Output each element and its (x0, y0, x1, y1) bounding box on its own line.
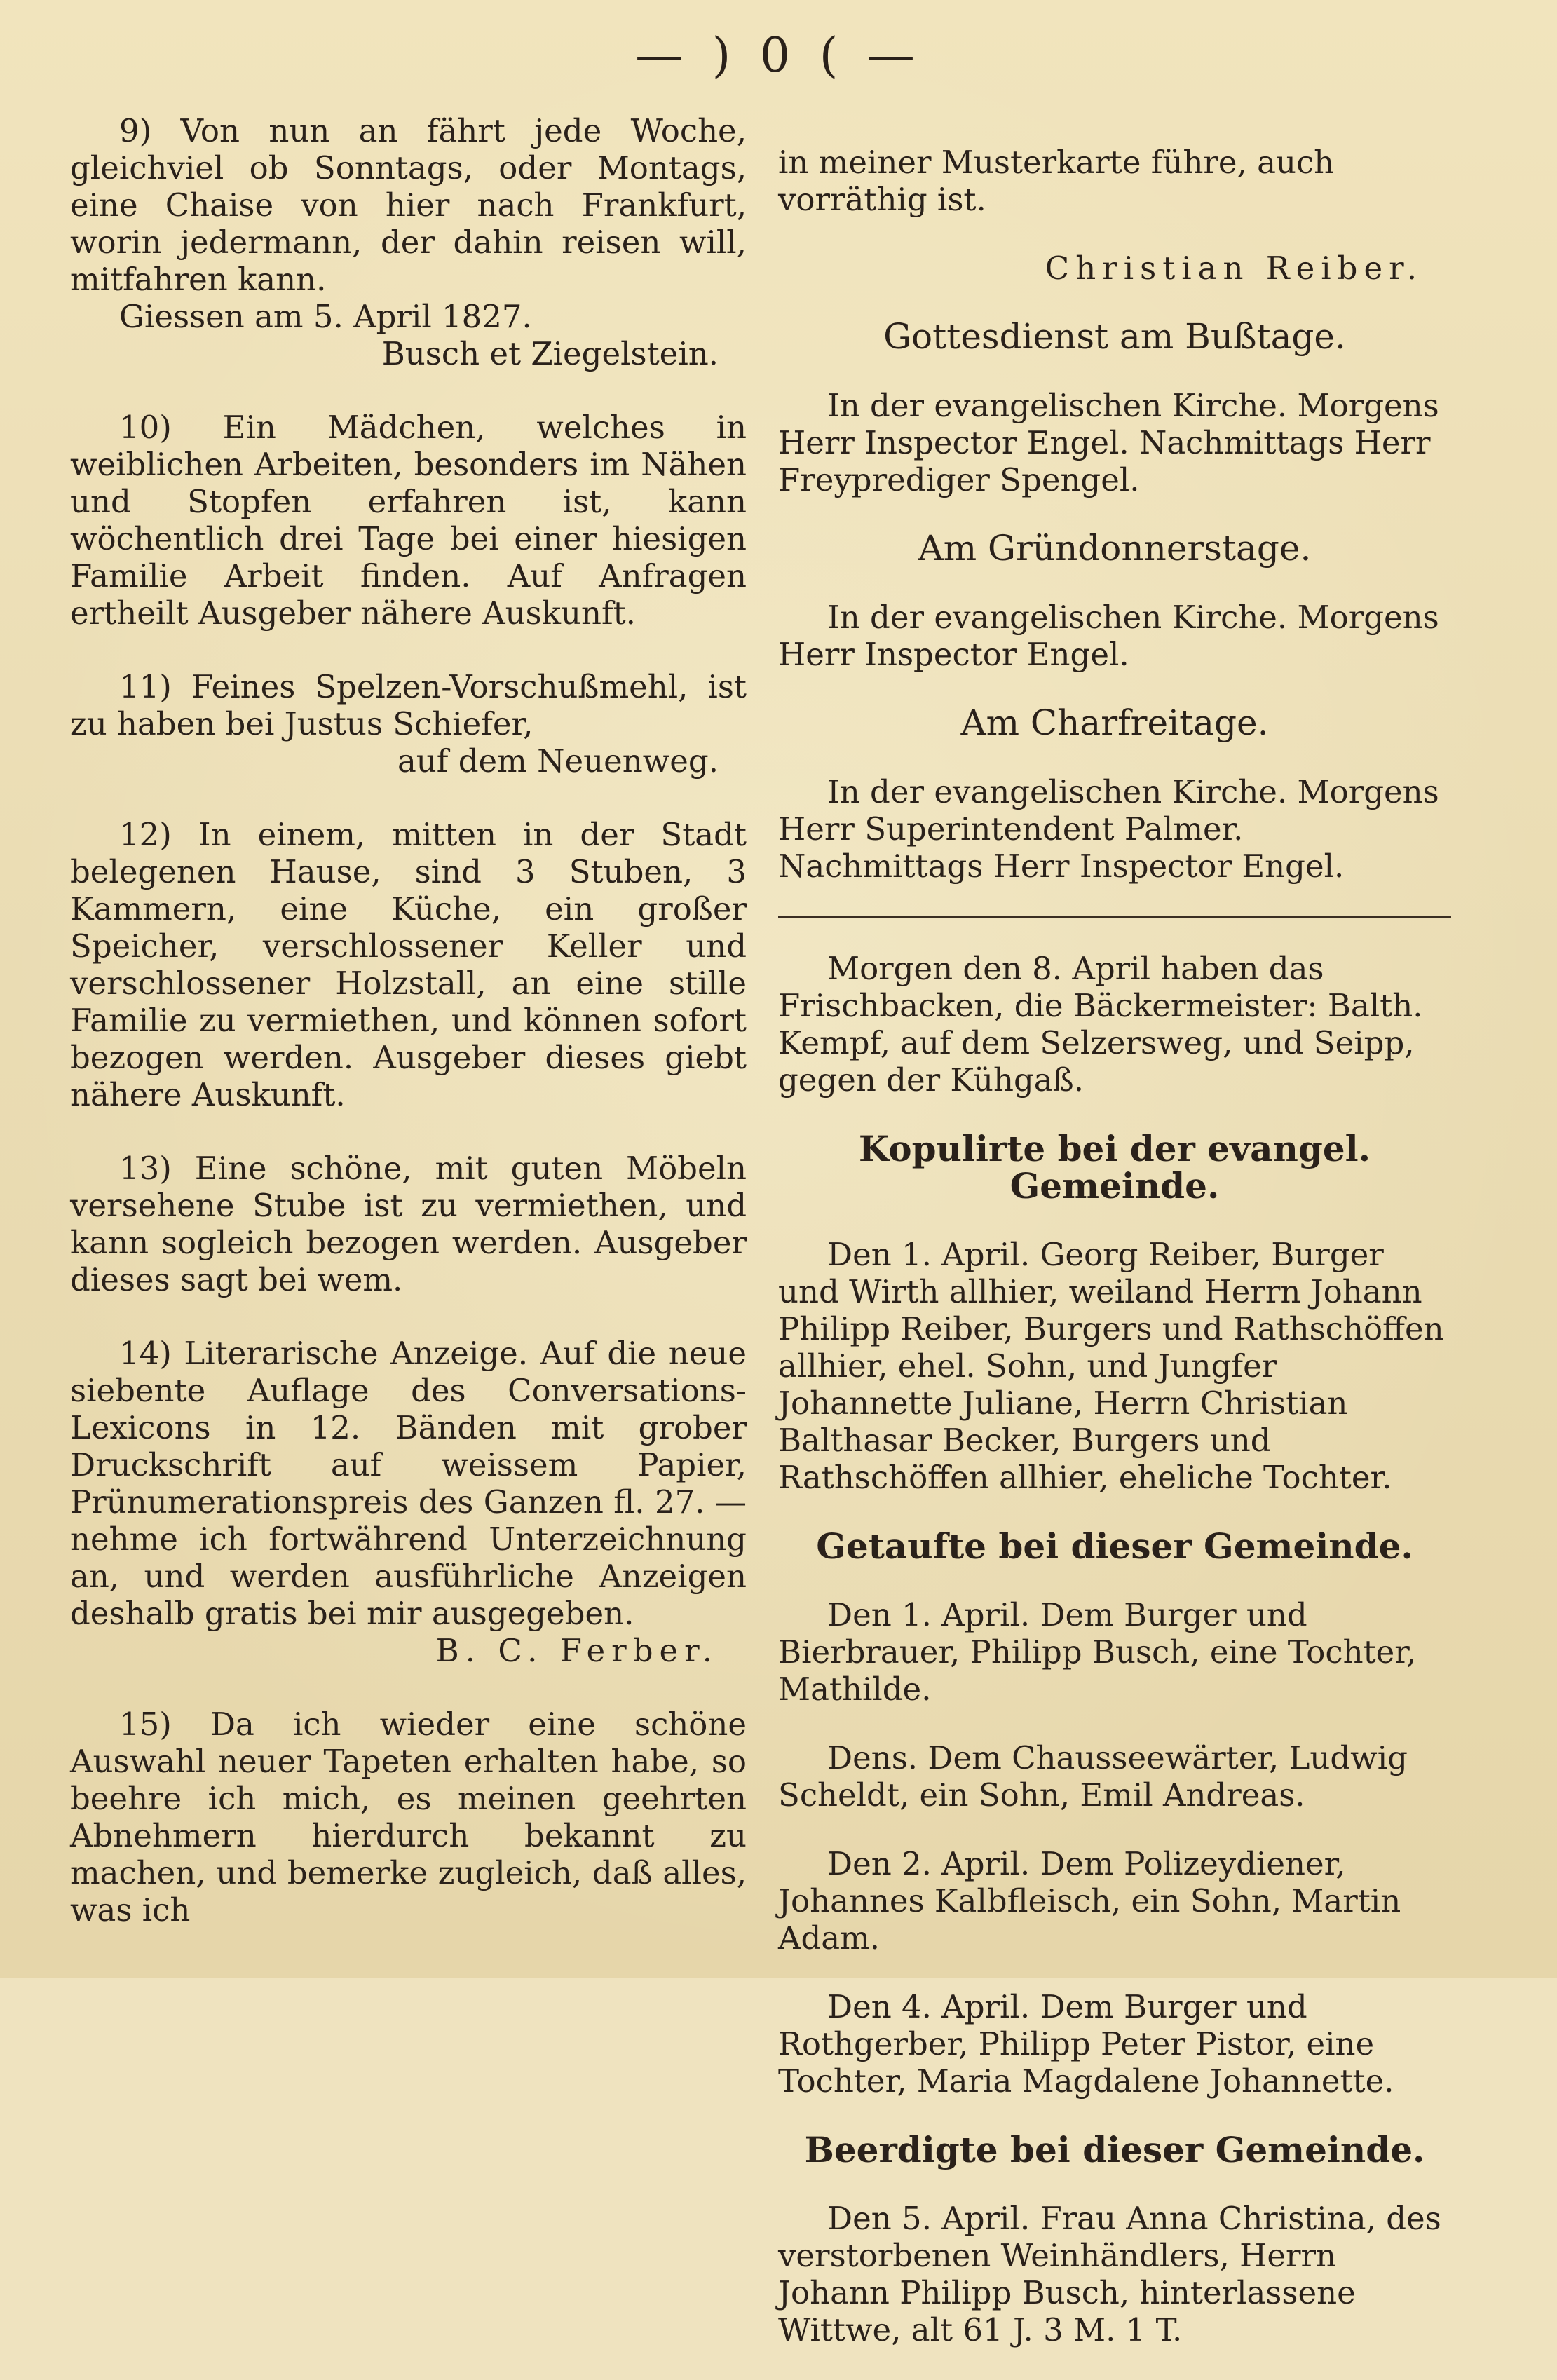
married-section (778, 1130, 1451, 1496)
announcement-12 (70, 816, 747, 1113)
announcement-signature: B. C. Ferber. (435, 1632, 719, 1669)
record-entry: Den 1. April. Dem Burger und Bierbrauer, Philipp Busch, eine Tochter, Mathilde. (778, 1596, 1417, 1708)
announcement-signature: auf dem Neuenweg. (397, 742, 719, 780)
announcement-text: 12) In einem, mitten in der Stadt belegenen Hause, sind 3 Stuben, 3 Kammern, eine Küche, ein großer Speicher, verschlossener Keller und verschlossener Holzstall, an eine stille Familie zu vermiethen, und können sofort bezogen werden. Ausgeber dieses giebt nähere Auskunft. (70, 816, 747, 1113)
announcement-14 (70, 1335, 747, 1669)
service-heading: Am Charfreitage. (960, 702, 1269, 743)
left-column (70, 112, 747, 1965)
church-services (778, 318, 1451, 885)
announcement-10 (70, 409, 747, 632)
record-entry: Den 4. April. Dem Burger und Rothgerber, Philipp Peter Pistor, eine Tochter, Maria Magdalene Johannette. (778, 1988, 1394, 2100)
announcement-15 (70, 1706, 747, 1929)
service-text: In der evangelischen Kirche. Morgens Herr Inspector Engel. Nachmittags Herr Freyprediger Spengel. (778, 387, 1439, 498)
buried-section (778, 2131, 1451, 2348)
announcement-signature: Busch et Ziegelstein. (381, 335, 719, 372)
bakers-text: Morgen den 8. April haben das Frischbacken, die Bäckermeister: Balth. Kempf, auf dem Selzersweg, und Seipp, gegen der Kühgaß. (778, 950, 1423, 1099)
right-column (778, 112, 1451, 2380)
service-text: In der evangelischen Kirche. Morgens Herr Inspector Engel. (778, 599, 1439, 673)
announcement-text: 9) Von nun an fährt jede Woche, gleichviel ob Sonntags, oder Montags, eine Chaise von hier nach Frankfurt, worin jedermann, der dahin reisen will, mitfahren kann. (70, 112, 747, 298)
announcement-text: 13) Eine schöne, mit guten Möbeln versehene Stube ist zu vermiethen, und kann sogleich bezogen werden. Ausgeber dieses sagt bei wem. (70, 1150, 747, 1298)
service-heading: Am Gründonnerstage. (918, 528, 1312, 569)
announcement-9 (70, 112, 747, 372)
announcement-15-continued (778, 144, 1451, 287)
record-entry: Den 5. April. Frau Anna Christina, des verstorbenen Weinhändlers, Herrn Johann Philipp Busch, hinterlassene Wittwe, alt 61 J. 3 M. 1 T. (778, 2200, 1441, 2348)
page-number: — ) 0 ( — (635, 28, 922, 83)
announcement-text: 10) Ein Mädchen, welches in weiblichen Arbeiten, besonders im Nähen und Stopfen erfahren ist, kann wöchentlich drei Tage bei einer hiesigen Familie Arbeit finden. Auf Anfragen ertheilt Ausgeber nähere Auskunft. (70, 409, 747, 632)
service-heading: Gottesdienst am Bußtage. (883, 316, 1346, 357)
announcement-text: 15) Da ich wieder eine schöne Auswahl neuer Tapeten erhalten habe, so beehre ich mich, es meinen geehrten Abnehmern hierdurch bekannt zu machen, und bemerke zugleich, daß alles, was ich (70, 1706, 747, 1929)
announcement-13 (70, 1150, 747, 1298)
record-entry: Dens. Dem Chausseewärter, Ludwig Scheldt, ein Sohn, Emil Andreas. (778, 1739, 1408, 1814)
announcement-text: in meiner Musterkarte führe, auch vorräthig ist. (778, 144, 1335, 218)
announcement-date: Giessen am 5. April 1827. (119, 298, 532, 335)
divider (778, 916, 1451, 918)
service-text: In der evangelischen Kirche. Morgens Herr Superintendent Palmer. Nachmittags Herr Inspector Engel. (778, 773, 1439, 885)
announcement-11 (70, 668, 747, 780)
section-heading: Beerdigte bei dieser Gemeinde. (804, 2129, 1425, 2170)
record-entry: Den 1. April. Georg Reiber, Burger und Wirth allhier, weiland Herrn Johann Philipp Reiber, Burgers und Rathschöffen allhier, ehel. Sohn, und Jungfer Johannette Juliane, Herrn Christian Balthasar Becker, Burgers und Rathschöffen allhier, eheliche Tochter. (778, 1236, 1444, 1496)
announcement-signature: Christian Reiber. (1045, 250, 1423, 287)
baptized-section (778, 1525, 1451, 2100)
announcement-text: 11) Feines Spelzen-Vorschußmehl, ist zu haben bei Justus Schiefer, (70, 668, 747, 742)
section-heading: Getaufte bei dieser Gemeinde. (816, 1525, 1413, 1567)
announcement-text: 14) Literarische Anzeige. Auf die neue siebente Auflage des Conversations-Lexicons in 12. Bänden mit grober Druckschrift auf weissem Papier, Prünumerationspreis des Ganzen fl. 27. — nehme ich fortwährend Unterzeichnung an, und werden ausführliche Anzeigen deshalb gratis bei mir ausgegeben. (70, 1335, 747, 1632)
bakers-notice (778, 950, 1451, 1099)
record-entry: Den 2. April. Dem Polizeydiener, Johannes Kalbfleisch, ein Sohn, Martin Adam. (778, 1845, 1401, 1957)
section-heading: Kopulirte bei der evangel. Gemeinde. (858, 1128, 1371, 1206)
